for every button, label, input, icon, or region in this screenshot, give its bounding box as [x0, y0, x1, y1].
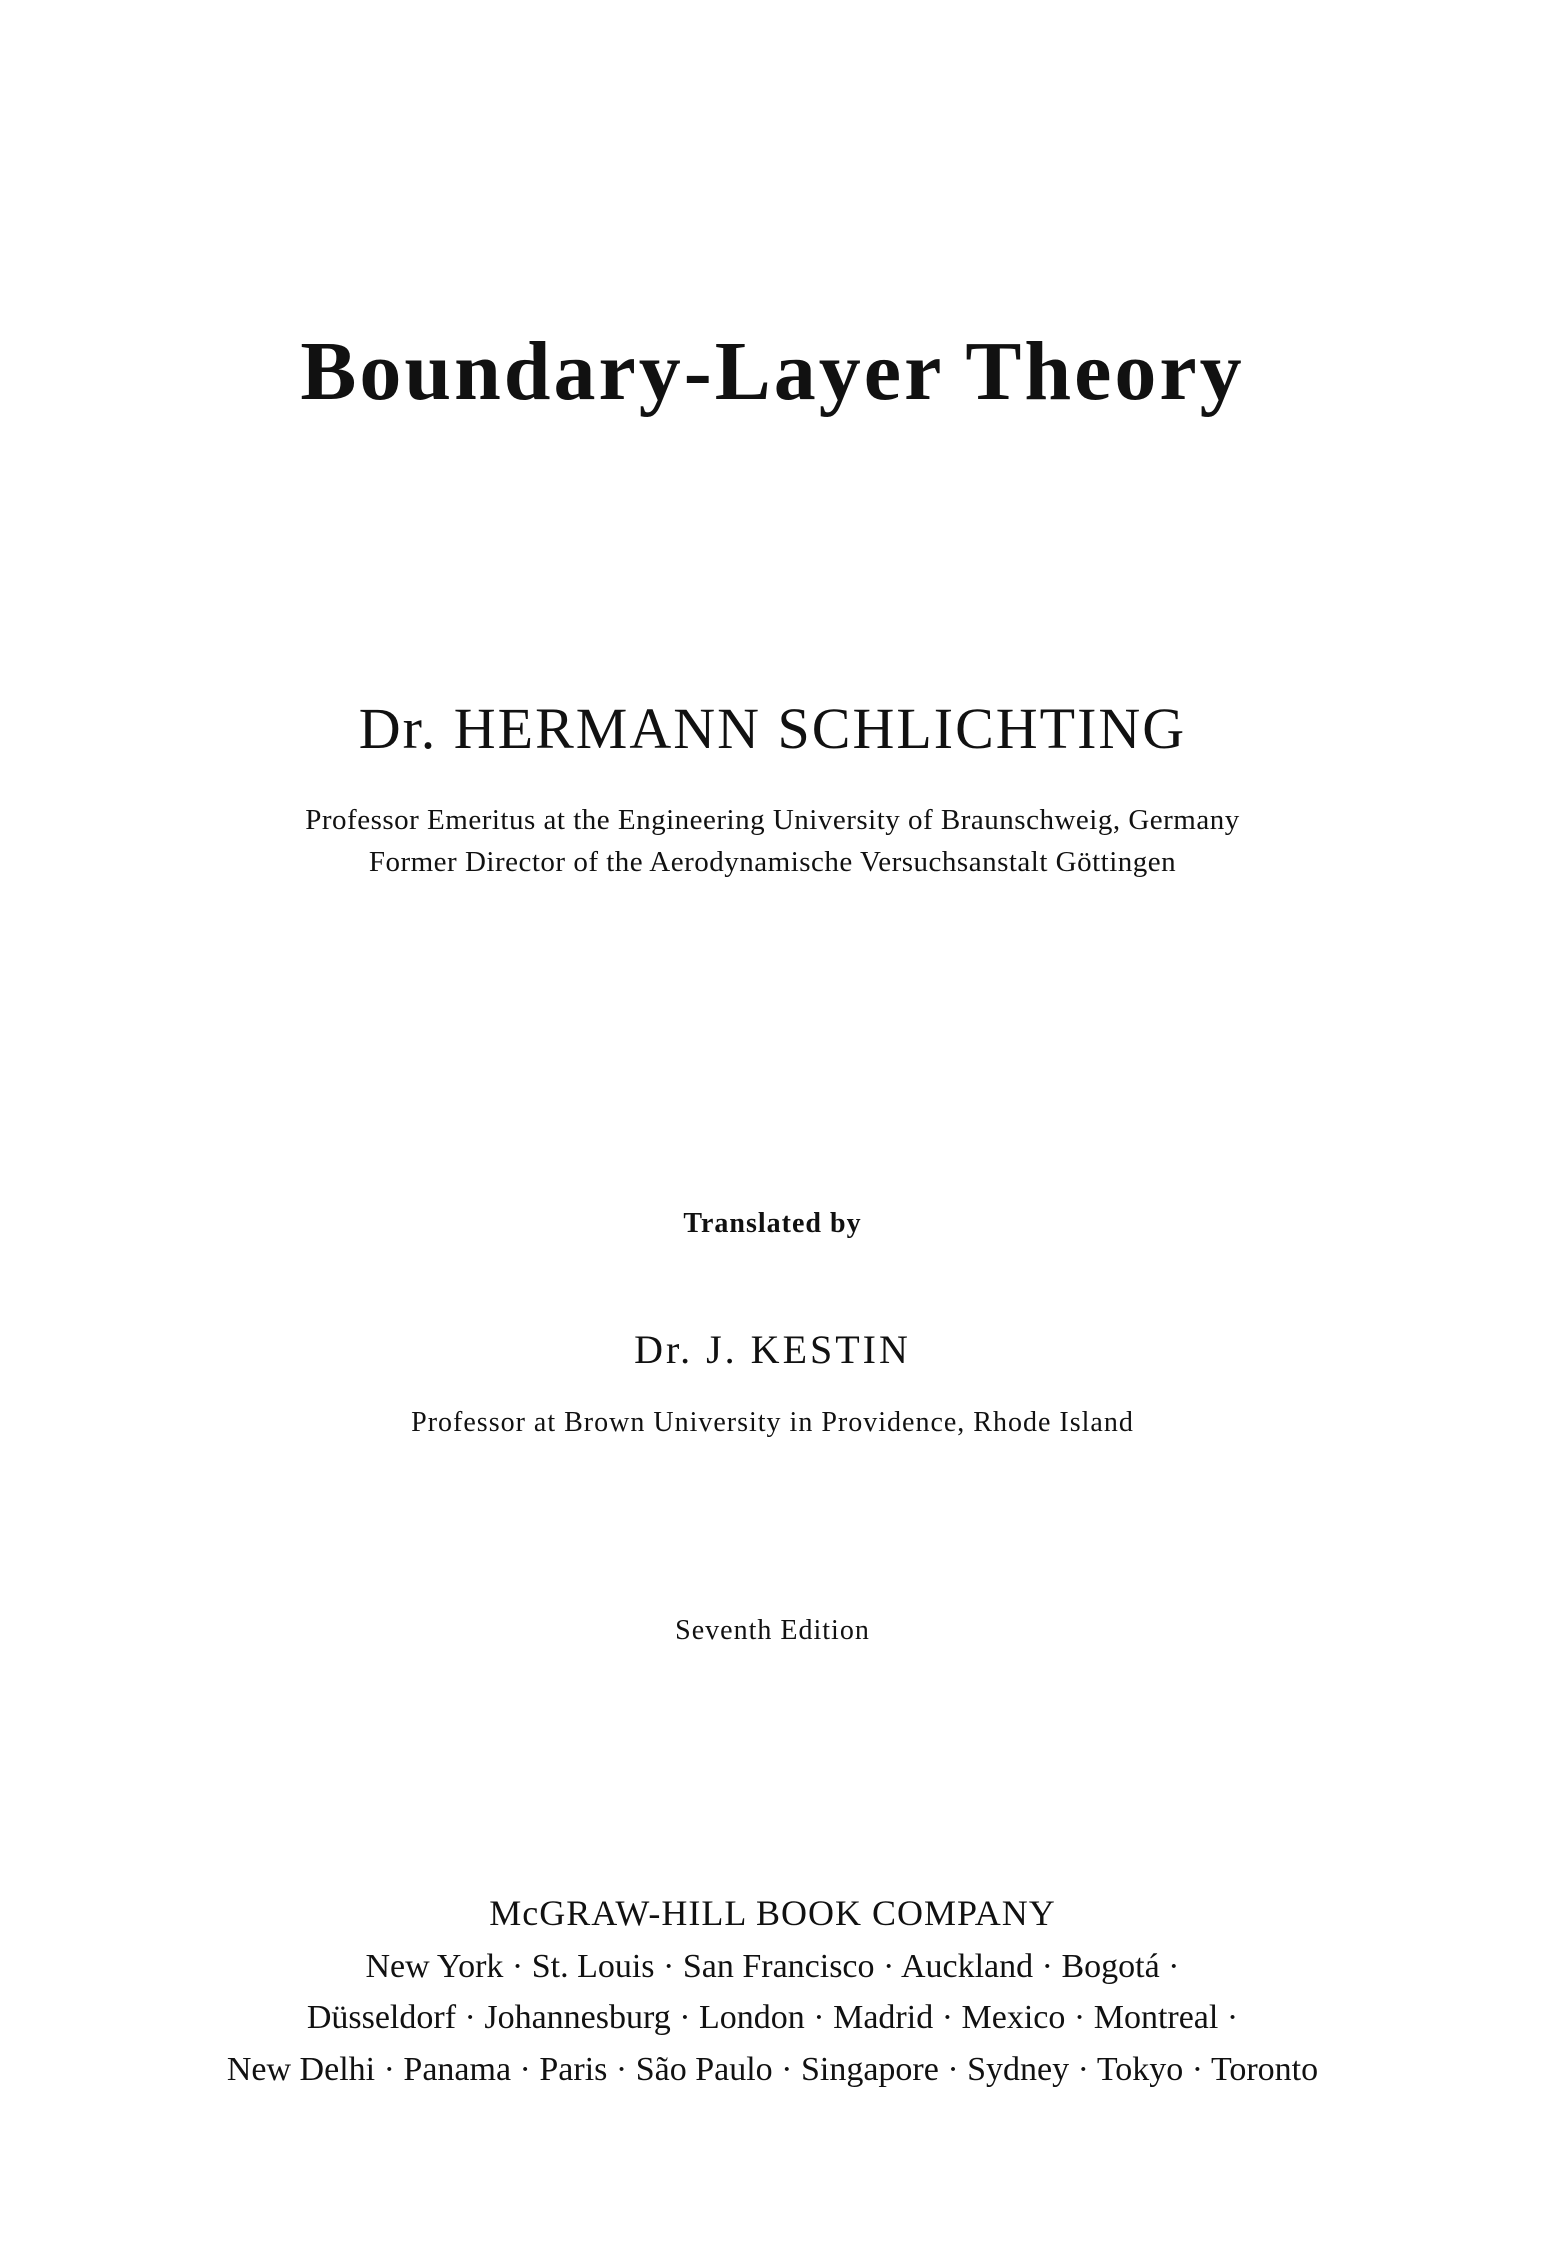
translator-name: Dr. J. KESTIN — [634, 1327, 911, 1372]
publisher-cities-line-2: Düsseldorf · Johannesburg · London · Madrid · Mexico · Montreal · — [306, 1999, 1239, 2036]
author-name: Dr. HERMANN SCHLICHTING — [358, 696, 1187, 761]
publisher-name: McGRAW-HILL BOOK COMPANY — [489, 1893, 1056, 1933]
publisher-cities-line-3: New Delhi · Panama · Paris · São Paulo · Singapore · Sydney · Tokyo · Toronto — [226, 2051, 1319, 2088]
book-title: Boundary-Layer Theory — [300, 325, 1245, 418]
author-affiliation-1: Professor Emeritus at the Engineering University of Braunschweig, Germany — [305, 804, 1240, 836]
publisher-cities-line-1: New York · St. Louis · San Francisco · Auckland · Bogotá · — [365, 1948, 1180, 1985]
author-affiliation-2: Former Director of the Aerodynamische Versuchsanstalt Göttingen — [368, 846, 1177, 878]
translator-affiliation: Professor at Brown University in Providence, Rhode Island — [411, 1407, 1134, 1438]
edition: Seventh Edition — [675, 1615, 870, 1646]
translated-by-label: Translated by — [683, 1208, 862, 1239]
